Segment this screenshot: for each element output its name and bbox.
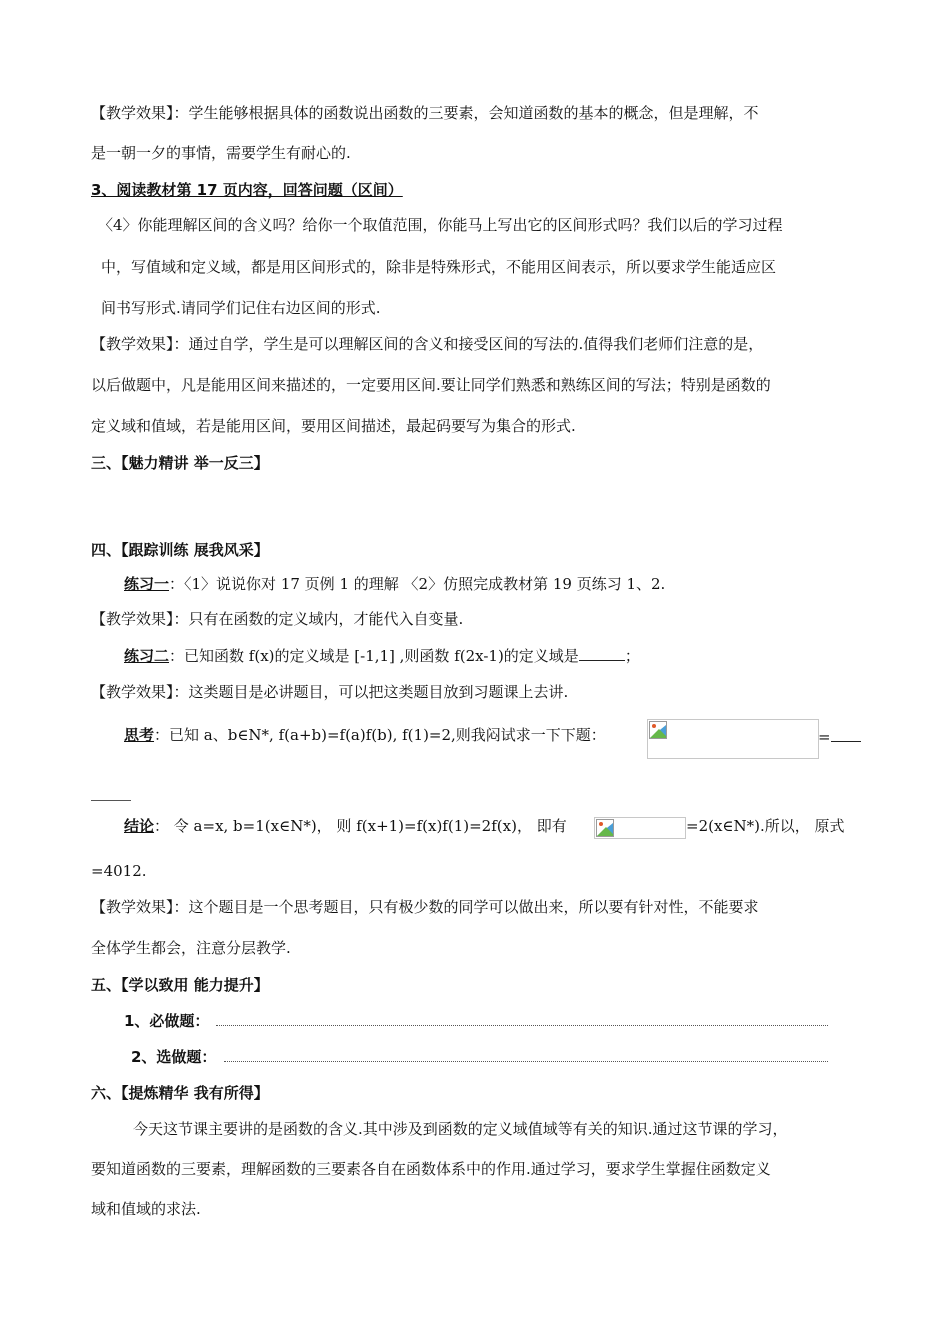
exercise-2-end: ； — [624, 647, 640, 665]
optional-exercises-line — [224, 1061, 828, 1062]
teaching-effect-2: 【教学效果】：通过自学，学生是可以理解区间的含义和接受区间的写法的.值得我们老师们注意的是， — [91, 335, 764, 353]
exercise-2 — [124, 646, 640, 666]
exercise-1-label: 练习一 — [124, 575, 170, 593]
question-4-cont-1: 中，写值域和定义域，都是用区间形式的，除非是特殊形式，不能用区间表示，所以要求学生能适应区 — [101, 258, 777, 276]
teaching-effect-3: 【教学效果】：只有在函数的定义域内，才能代入自变量. — [91, 610, 464, 628]
section-6-heading: 六、【提炼精华 我有所得】 — [91, 1084, 269, 1102]
formula-image-2 — [594, 817, 686, 839]
heading-read-textbook: 3、阅读教材第 17 页内容，回答问题（区间） — [91, 181, 403, 199]
teaching-effect-1-cont: 是一朝一夕的事情，需要学生有耐心的. — [91, 144, 351, 162]
teaching-effect-5-cont: 全体学生都会，注意分层教学. — [91, 939, 291, 957]
think-equals — [818, 727, 861, 747]
exercise-2-text: ：已知函数 f(x)的定义域是 [-1,1] ,则函数 f(2x-1)的定义域是 — [169, 647, 579, 665]
conclusion-line — [124, 816, 567, 836]
think-answer-blank[interactable] — [831, 727, 861, 742]
summary-3: 域和值域的求法. — [91, 1200, 201, 1218]
summary-1: 今天这节课主要讲的是函数的含义.其中涉及到函数的定义域值域等有关的知识.通过这节课的学习， — [133, 1120, 788, 1138]
think-text: ：已知 a、b∈N*, f(a+b)=f(a)f(b), f(1)=2,则我闷试求一下下题： — [154, 726, 606, 744]
broken-image-icon — [649, 721, 667, 739]
teaching-effect-2-cont-1: 以后做题中，凡是能用区间来描述的，一定要用区间.要让同学们熟悉和熟练区间的写法；特别是函数的 — [91, 376, 771, 394]
section-5-heading: 五、【学以致用 能力提升】 — [91, 976, 269, 994]
summary-2: 要知道函数的三要素，理解函数的三要素各自在函数体系中的作用.通过学习，要求学生掌握住函数定义 — [91, 1160, 771, 1178]
think-answer-line-cont — [91, 800, 131, 801]
broken-image-icon — [596, 819, 614, 837]
question-4: 〈4〉你能理解区间的含义吗？给你一个取值范围，你能马上写出它的区间形式吗？我们以后的学习过程 — [98, 216, 783, 234]
conclusion-label: 结论 — [124, 817, 155, 835]
question-4-cont-2: 间书写形式.请同学们记住右边区间的形式. — [101, 299, 381, 317]
think-question — [124, 725, 606, 745]
teaching-effect-1: 【教学效果】：学生能够根据具体的函数说出函数的三要素，会知道函数的基本的概念，但是理解，不 — [91, 104, 759, 122]
optional-exercises: 2、选做题： — [131, 1048, 217, 1066]
teaching-effect-2-cont-2: 定义域和值域，若是能用区间，要用区间描述，最起码要写为集合的形式. — [91, 417, 576, 435]
exercise-2-label: 练习二 — [124, 647, 170, 665]
formula-image-1 — [647, 719, 819, 759]
conclusion-text-1: ： 令 a=x, b=1(x∈N*)， 则 f(x+1)=f(x)f(1)=2f(x)， 即有 — [154, 817, 567, 835]
conclusion-result: =4012. — [91, 862, 147, 880]
answer-blank[interactable] — [579, 646, 625, 661]
teaching-effect-4: 【教学效果】：这类题目是必讲题目，可以把这类题目放到习题课上去讲. — [91, 683, 569, 701]
section-4-heading: 四、【跟踪训练 展我风采】 — [91, 541, 269, 559]
exercise-1-text: ：〈1〉说说你对 17 页例 1 的理解 〈2〉仿照完成教材第 19 页练习 1、2. — [169, 575, 666, 593]
section-3-heading: 三、【魅力精讲 举一反三】 — [91, 454, 269, 472]
required-exercises-line — [216, 1025, 828, 1026]
conclusion-text-2: =2(x∈N*).所以， 原式 — [686, 817, 845, 835]
think-label: 思考 — [124, 726, 155, 744]
exercise-1 — [124, 574, 665, 594]
required-exercises: 1、必做题： — [124, 1012, 210, 1030]
equals-sign: = — [818, 728, 831, 746]
teaching-effect-5: 【教学效果】：这个题目是一个思考题目，只有极少数的同学可以做出来，所以要有针对性，不能要求 — [91, 898, 759, 916]
